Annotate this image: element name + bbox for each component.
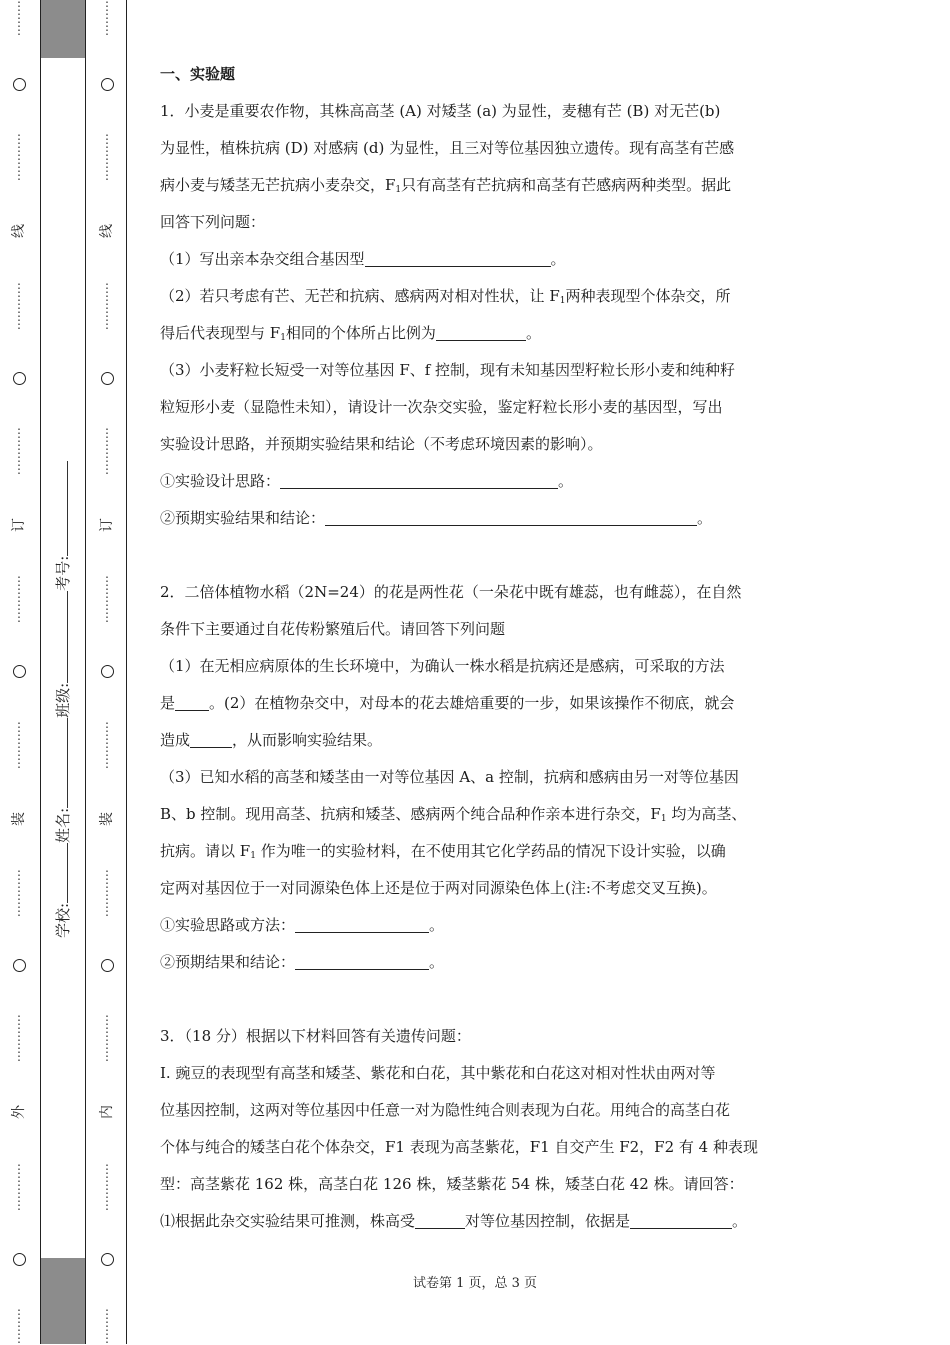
period: 。	[697, 509, 713, 527]
q2-sub3-d: 抗病。请以 F	[160, 842, 251, 860]
q2-sub1-c: 。(2）在植物杂交中，对母本的花去雄焙重要的一步，如果该操作不彻底，就会	[209, 694, 735, 712]
q1-line-3b: 只有高茎有芒抗病和高茎有芒感病两种类型。据此	[401, 176, 732, 194]
q3-blank-1[interactable]	[415, 1213, 465, 1229]
q1-sub3-line-3: 实验设计思路，并预期实验结果和结论（不考虑环境因素的影响）。	[160, 435, 603, 453]
q2-sub3-line-1: （3）已知水稻的高茎和矮茎由一对等位基因 A、a 控制，抗病和感病由另一对等位基因	[160, 768, 739, 786]
q2-sub1: （1）在无相应病原体的生长环境中，为确认一株水稻是抗病还是感病，可采取的方法	[160, 657, 725, 675]
seal-dots: ⋮ ⋮ ⋮	[101, 1306, 113, 1345]
q3-blank-2[interactable]	[630, 1213, 732, 1229]
seal-mark: 线	[11, 224, 27, 239]
q2-line-1: 2．二倍体植物水稻（2N=24）的花是两性花（一朵花中既有雄蕊，也有雌蕊），在自然	[160, 583, 742, 601]
binding-line-left	[40, 0, 41, 1344]
class-label: 班级:	[54, 682, 72, 718]
seal-dots: ⋮ ⋮ ⋮ ⋮	[13, 1013, 25, 1064]
q1-sub1-blank[interactable]	[365, 251, 551, 267]
q2-result-blank[interactable]	[295, 954, 429, 970]
q3-line-1: Ⅰ. 豌豆的表现型有高茎和矮茎、紫花和白花，其中紫花和白花这对相对性状由两对等	[160, 1064, 716, 1082]
period: 。	[732, 1212, 748, 1230]
seal-circle-icon	[13, 959, 26, 972]
q3-line-2: 位基因控制，这两对等位基因中任意一对为隐性纯合则表现为白花。用纯合的高茎白花	[160, 1101, 731, 1119]
q2-sub3-e: 作为唯一的实验材料，在不使用其它化学药品的情况下设计实验，以确	[260, 842, 726, 860]
seal-circle-icon	[101, 665, 114, 678]
q1-expect-blank[interactable]	[325, 510, 697, 526]
page-footer: 试卷第 1 页，总 3 页	[412, 1276, 538, 1291]
q1-subscript: 1	[559, 296, 566, 306]
q2-result-label: ②预期结果和结论：	[160, 953, 296, 971]
q1-subscript: 1	[280, 333, 286, 343]
section-title: 一、实验题	[160, 65, 236, 83]
q2-sub2-end: ，从而影响实验结果。	[232, 731, 383, 749]
q1-design-label: ①实验设计思路：	[160, 472, 281, 490]
seal-circle-icon	[13, 372, 26, 385]
seal-circle-icon	[101, 78, 114, 91]
q1-design-blank[interactable]	[280, 473, 558, 489]
q1-line-3a: 病小麦与矮茎无芒抗病小麦杂交，F	[160, 176, 396, 194]
seal-mark: 装	[99, 811, 115, 826]
q1-line-1: 1．小麦是重要农作物，其株高高茎 (A) 对矮茎 (a) 为显性，麦穗有芒 (B) 对无芒(b)	[160, 102, 721, 120]
q2-sub2-label: 造成	[160, 731, 191, 749]
number-label: 考号:	[54, 555, 72, 591]
seal-dots: ⋮ ⋮ ⋮ ⋮	[13, 574, 25, 625]
q1-line-3	[160, 167, 794, 204]
seal-dots: ⋮ ⋮ ⋮ ⋮	[101, 280, 113, 331]
q1-sub3-line-2: 粒短形小麦（显隐性未知），请设计一次杂交实验，鉴定籽粒长形小麦的基因型，写出	[160, 398, 723, 416]
period: 。	[525, 324, 541, 342]
q3-q-a: ⑴根据此杂交实验结果可推测，株高受	[160, 1212, 416, 1230]
school-label: 学校:	[54, 902, 72, 938]
seal-mark: 订	[99, 518, 115, 533]
q2-sub3-c: 均为高茎、	[671, 805, 747, 823]
q2-sub1-cont	[160, 685, 794, 722]
seal-dots: ⋮ ⋮ ⋮ ⋮	[101, 574, 113, 625]
q2-sub3-b: B、b 控制。现用高茎、抗病和矮茎、感病两个纯合品种作亲本进行杂交，F	[160, 805, 661, 823]
exam-content	[160, 56, 794, 1240]
period: 。	[558, 472, 574, 490]
name-label: 姓名:	[54, 807, 72, 843]
q2-sub1-b: 是	[160, 694, 176, 712]
period: 。	[429, 916, 445, 934]
seal-dots: ⋮ ⋮ ⋮ ⋮	[13, 132, 25, 183]
seal-circle-icon	[101, 959, 114, 972]
q3-intro: 3．（18 分）根据以下材料回答有关遗传问题：	[160, 1027, 471, 1045]
q1-expect-label: ②预期实验结果和结论：	[160, 509, 326, 527]
inner-seal-line	[100, 0, 114, 1344]
seal-dots: ⋮ ⋮ ⋮ ⋮	[13, 280, 25, 331]
q1-line-2: 为显性，植株抗病 (D) 对感病 (d) 为显性，且三对等位基因独立遗传。现有高茎有芒感	[160, 139, 735, 157]
seal-mark: 装	[11, 811, 27, 826]
seal-mark: 线	[99, 224, 115, 239]
seal-dots: ⋮ ⋮ ⋮ ⋮	[13, 867, 25, 918]
q2-subscript: 1	[250, 851, 256, 861]
seal-dots: ⋮ ⋮ ⋮	[101, 0, 113, 37]
q1-sub2-a: （2）若只考虑有芒、无芒和抗病、感病两对相对性状，让 F	[160, 287, 560, 305]
seal-circle-icon	[101, 372, 114, 385]
q1-sub1	[160, 241, 794, 278]
q1-design	[160, 463, 794, 500]
seal-mark: 订	[11, 518, 27, 533]
binding-line-mid	[85, 0, 86, 1344]
seal-circle-icon	[13, 1253, 26, 1266]
q2-line-2: 条件下主要通过自花传粉繁殖后代。请回答下列问题	[160, 620, 506, 638]
seal-dots: ⋮ ⋮ ⋮	[13, 1306, 25, 1345]
q1-sub1-text: （1）写出亲本杂交组合基因型	[160, 250, 365, 268]
q1-expect	[160, 500, 794, 537]
outer-seal-line	[12, 0, 26, 1344]
seal-dots: ⋮ ⋮ ⋮ ⋮	[13, 1161, 25, 1212]
seal-dots: ⋮ ⋮ ⋮ ⋮	[101, 867, 113, 918]
seal-dots: ⋮ ⋮ ⋮ ⋮	[101, 1013, 113, 1064]
q1-sub2	[160, 278, 794, 315]
q2-method	[160, 907, 794, 944]
q2-result	[160, 944, 794, 981]
binding-line-right	[126, 0, 127, 1344]
q2-method-label: ①实验思路或方法：	[160, 916, 296, 934]
q3-line-4: 型：高茎紫花 162 株，高茎白花 126 株，矮茎紫花 54 株，矮茎白花 42 株。请回答：	[160, 1175, 744, 1193]
seal-dots: ⋮ ⋮ ⋮ ⋮	[101, 132, 113, 183]
period: 。	[429, 953, 445, 971]
q2-subscript: 1	[660, 814, 667, 824]
q1-sub3-line-1: （3）小麦籽粒长短受一对等位基因 F、f 控制，现有未知基因型籽粒长形小麦和纯种籽	[160, 361, 736, 379]
seal-circle-icon	[101, 1253, 114, 1266]
period: 。	[550, 250, 566, 268]
seal-circle-icon	[13, 78, 26, 91]
seal-circle-icon	[13, 665, 26, 678]
q1-sub2-c: 得后代表现型与 F	[160, 324, 281, 342]
q2-sub1-blank[interactable]	[175, 695, 209, 711]
q1-sub2-b: 两种表现型个体杂交，所	[565, 287, 731, 305]
q3-line-3: 个体与纯合的矮茎白花个体杂交，F1 表现为高茎紫花，F1 自交产生 F2，F2 有 4 种表现	[160, 1138, 758, 1156]
q2-sub3-line-2	[160, 796, 794, 833]
q2-sub3-line-3	[160, 833, 794, 870]
seal-dots: ⋮ ⋮ ⋮ ⋮	[101, 719, 113, 770]
q1-subscript: 1	[395, 185, 402, 195]
binding-gray-bottom	[40, 1258, 85, 1344]
q3-question-1	[160, 1203, 794, 1240]
seal-dots: ⋮ ⋮ ⋮ ⋮	[101, 1161, 113, 1212]
seal-dots: ⋮ ⋮ ⋮ ⋮	[13, 719, 25, 770]
seal-dots: ⋮ ⋮ ⋮ ⋮	[101, 425, 113, 476]
seal-dots: ⋮ ⋮ ⋮	[13, 0, 25, 37]
seal-mark: 内	[99, 1105, 115, 1120]
q1-sub2-blank[interactable]	[436, 325, 526, 341]
q2-sub2-cont	[160, 722, 794, 759]
q3-q-b: 对等位基因控制，依据是	[465, 1212, 631, 1230]
q2-method-blank[interactable]	[295, 917, 429, 933]
q2-sub2-blank[interactable]	[190, 732, 232, 748]
q2-sub3-line-4: 定两对基因位于一对同源染色体上还是位于两对同源染色体上(注:不考虑交叉互换)。	[160, 879, 717, 897]
q1-sub2-d: 相同的个体所占比例为	[285, 324, 436, 342]
binding-gray-top	[40, 0, 85, 58]
q1-sub2-cont	[160, 315, 794, 352]
school-field	[52, 461, 73, 938]
seal-dots: ⋮ ⋮ ⋮ ⋮	[13, 425, 25, 476]
q1-line-4: 回答下列问题：	[160, 213, 266, 231]
seal-mark: 外	[11, 1105, 27, 1120]
